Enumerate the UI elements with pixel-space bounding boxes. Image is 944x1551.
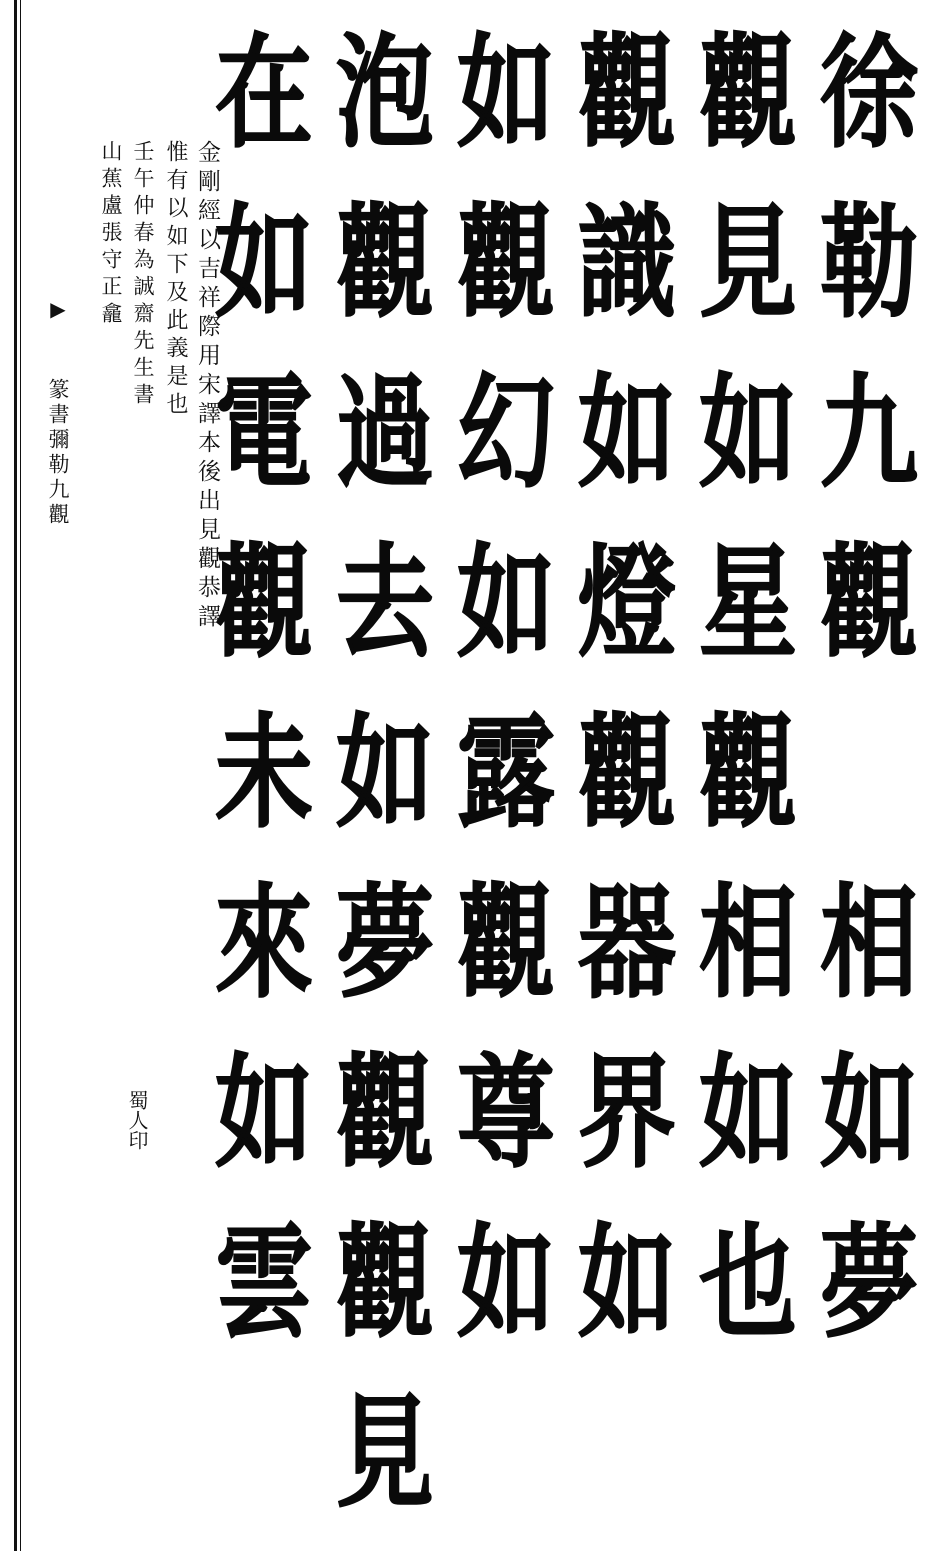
seal-cell (567, 858, 688, 1028)
seal-column-2 (688, 8, 809, 1538)
seal-glyph: 觀 (578, 699, 677, 845)
seal-cell (204, 1198, 325, 1368)
seal-glyph: 觀 (457, 869, 556, 1015)
seal-cell (688, 1368, 809, 1538)
seal-glyph: 觀 (820, 529, 919, 675)
seal-cell (325, 1198, 446, 1368)
seal-glyph: 尊 (457, 1039, 556, 1185)
seal-glyph: 如 (457, 19, 556, 165)
seal-column-5 (325, 8, 446, 1538)
seal-cell (688, 518, 809, 688)
seal-glyph: 如 (457, 1209, 556, 1355)
seal-cell (446, 858, 567, 1028)
seal-glyph: 勒 (820, 189, 919, 335)
colophon-column-4: 山蕉盧張守正龕 (99, 140, 123, 329)
seal-column-4 (446, 8, 567, 1538)
seal-cell (325, 858, 446, 1028)
seal-glyph: 見 (336, 1379, 435, 1525)
seal-cell (809, 518, 930, 688)
seal-glyph: 相 (699, 869, 798, 1015)
seal-cell (446, 518, 567, 688)
seal-glyph: 如 (699, 1039, 798, 1185)
seal-cell (567, 1368, 688, 1538)
page-left-rule-secondary (20, 0, 21, 1551)
seal-glyph: 徐 (820, 19, 919, 165)
seal-column-3 (567, 8, 688, 1538)
seal-cell (688, 178, 809, 348)
seal-glyph: 觀 (699, 699, 798, 845)
seal-cell (446, 1198, 567, 1368)
seal-glyph: 如 (215, 189, 314, 335)
seal-cell (204, 518, 325, 688)
seal-glyph: 觀 (457, 189, 556, 335)
seal-cell (809, 1198, 930, 1368)
seal-cell (446, 348, 567, 518)
seal-glyph: 觀 (215, 529, 314, 675)
seal-cell (567, 348, 688, 518)
seal-glyph: 相 (820, 869, 919, 1015)
seal-cell (325, 1368, 446, 1538)
seal-cell (809, 178, 930, 348)
seal-glyph: 夢 (820, 1209, 919, 1355)
seal-glyph: 幻 (457, 359, 556, 505)
seal-cell (809, 1028, 930, 1198)
seal-cell (204, 858, 325, 1028)
seal-glyph: 如 (215, 1039, 314, 1185)
seal-cell (809, 8, 930, 178)
seal-glyph: 觀 (336, 1039, 435, 1185)
seal-cell (688, 8, 809, 178)
seal-column-6 (204, 8, 325, 1538)
page-title: 篆書彌勒九觀 (46, 378, 70, 528)
seal-glyph: 泡 (336, 19, 435, 165)
seal-glyph: 九 (820, 359, 919, 505)
seal-cell (567, 8, 688, 178)
seal-glyph: 觀 (578, 19, 677, 165)
seal-glyph: 如 (820, 1039, 919, 1185)
seal-glyph: 來 (215, 869, 314, 1015)
seal-cell (688, 1198, 809, 1368)
seal-cell (567, 688, 688, 858)
seal-cell (688, 688, 809, 858)
colophon-column-3: 壬午仲春為誠齋先生書 (131, 140, 155, 410)
seal-cell (325, 178, 446, 348)
seal-glyph: 如 (457, 529, 556, 675)
seal-glyph: 如 (578, 359, 677, 505)
seal-cell (325, 348, 446, 518)
seal-glyph: 未 (215, 699, 314, 845)
seal-glyph: 雲 (215, 1209, 314, 1355)
seal-cell (446, 1368, 567, 1538)
seal-glyph: 如 (699, 359, 798, 505)
seal-cell (567, 1028, 688, 1198)
seal-cell (567, 518, 688, 688)
seal-glyph: 觀 (336, 1209, 435, 1355)
seal-cell (567, 178, 688, 348)
seal-cell (204, 348, 325, 518)
seal-cell (567, 1198, 688, 1368)
seal-cell (809, 1368, 930, 1538)
seal-cell (325, 688, 446, 858)
seal-glyph: 過 (336, 359, 435, 505)
seal-glyph: 器 (578, 869, 677, 1015)
colophon-column-2: 惟有以如下及此義是也 (163, 140, 188, 420)
seal-glyph: 觀 (336, 189, 435, 335)
seal-cell (688, 1028, 809, 1198)
page-left-rule (14, 0, 17, 1551)
seal-glyph: 露 (457, 699, 556, 845)
seal-cell (809, 348, 930, 518)
seal-cell (325, 518, 446, 688)
seal-cell (204, 178, 325, 348)
seal-cell (204, 688, 325, 858)
caption-block (30, 300, 86, 583)
seal-glyph: 界 (578, 1039, 677, 1185)
seal-glyph: 觀 (699, 19, 798, 165)
seal-cell (204, 1368, 325, 1538)
seal-cell (446, 688, 567, 858)
seal-glyph: 電 (215, 359, 314, 505)
seal-cell (204, 1028, 325, 1198)
seal-glyph: 如 (336, 699, 435, 845)
seal-cell (204, 8, 325, 178)
colophon-column-1: 金剛經以吉祥際用宋譯本後出見觀恭譯 (194, 140, 220, 633)
seal-cell (809, 688, 930, 858)
seal-glyph: 星 (699, 529, 798, 675)
seal-cell (688, 858, 809, 1028)
seal-cell (809, 858, 930, 1028)
seal-cell (446, 1028, 567, 1198)
seal-glyph: 如 (578, 1209, 677, 1355)
seal-cell (688, 348, 809, 518)
artist-seal: 蜀人印 (125, 1090, 149, 1150)
seal-cell (325, 1028, 446, 1198)
seal-glyph: 也 (699, 1209, 798, 1355)
seal-glyph: 見 (699, 189, 798, 335)
seal-cell (446, 8, 567, 178)
seal-glyph: 在 (215, 19, 314, 165)
seal-glyph: 識 (578, 189, 677, 335)
seal-cell (325, 8, 446, 178)
seal-glyph: 燈 (578, 529, 677, 675)
seal-glyph: 去 (336, 529, 435, 675)
seal-cell (446, 178, 567, 348)
seal-column-1 (809, 8, 930, 1538)
seal-glyph: 夢 (336, 869, 435, 1015)
seal-script-grid (200, 8, 930, 1538)
triangle-marker-icon: ▶ (50, 299, 66, 321)
